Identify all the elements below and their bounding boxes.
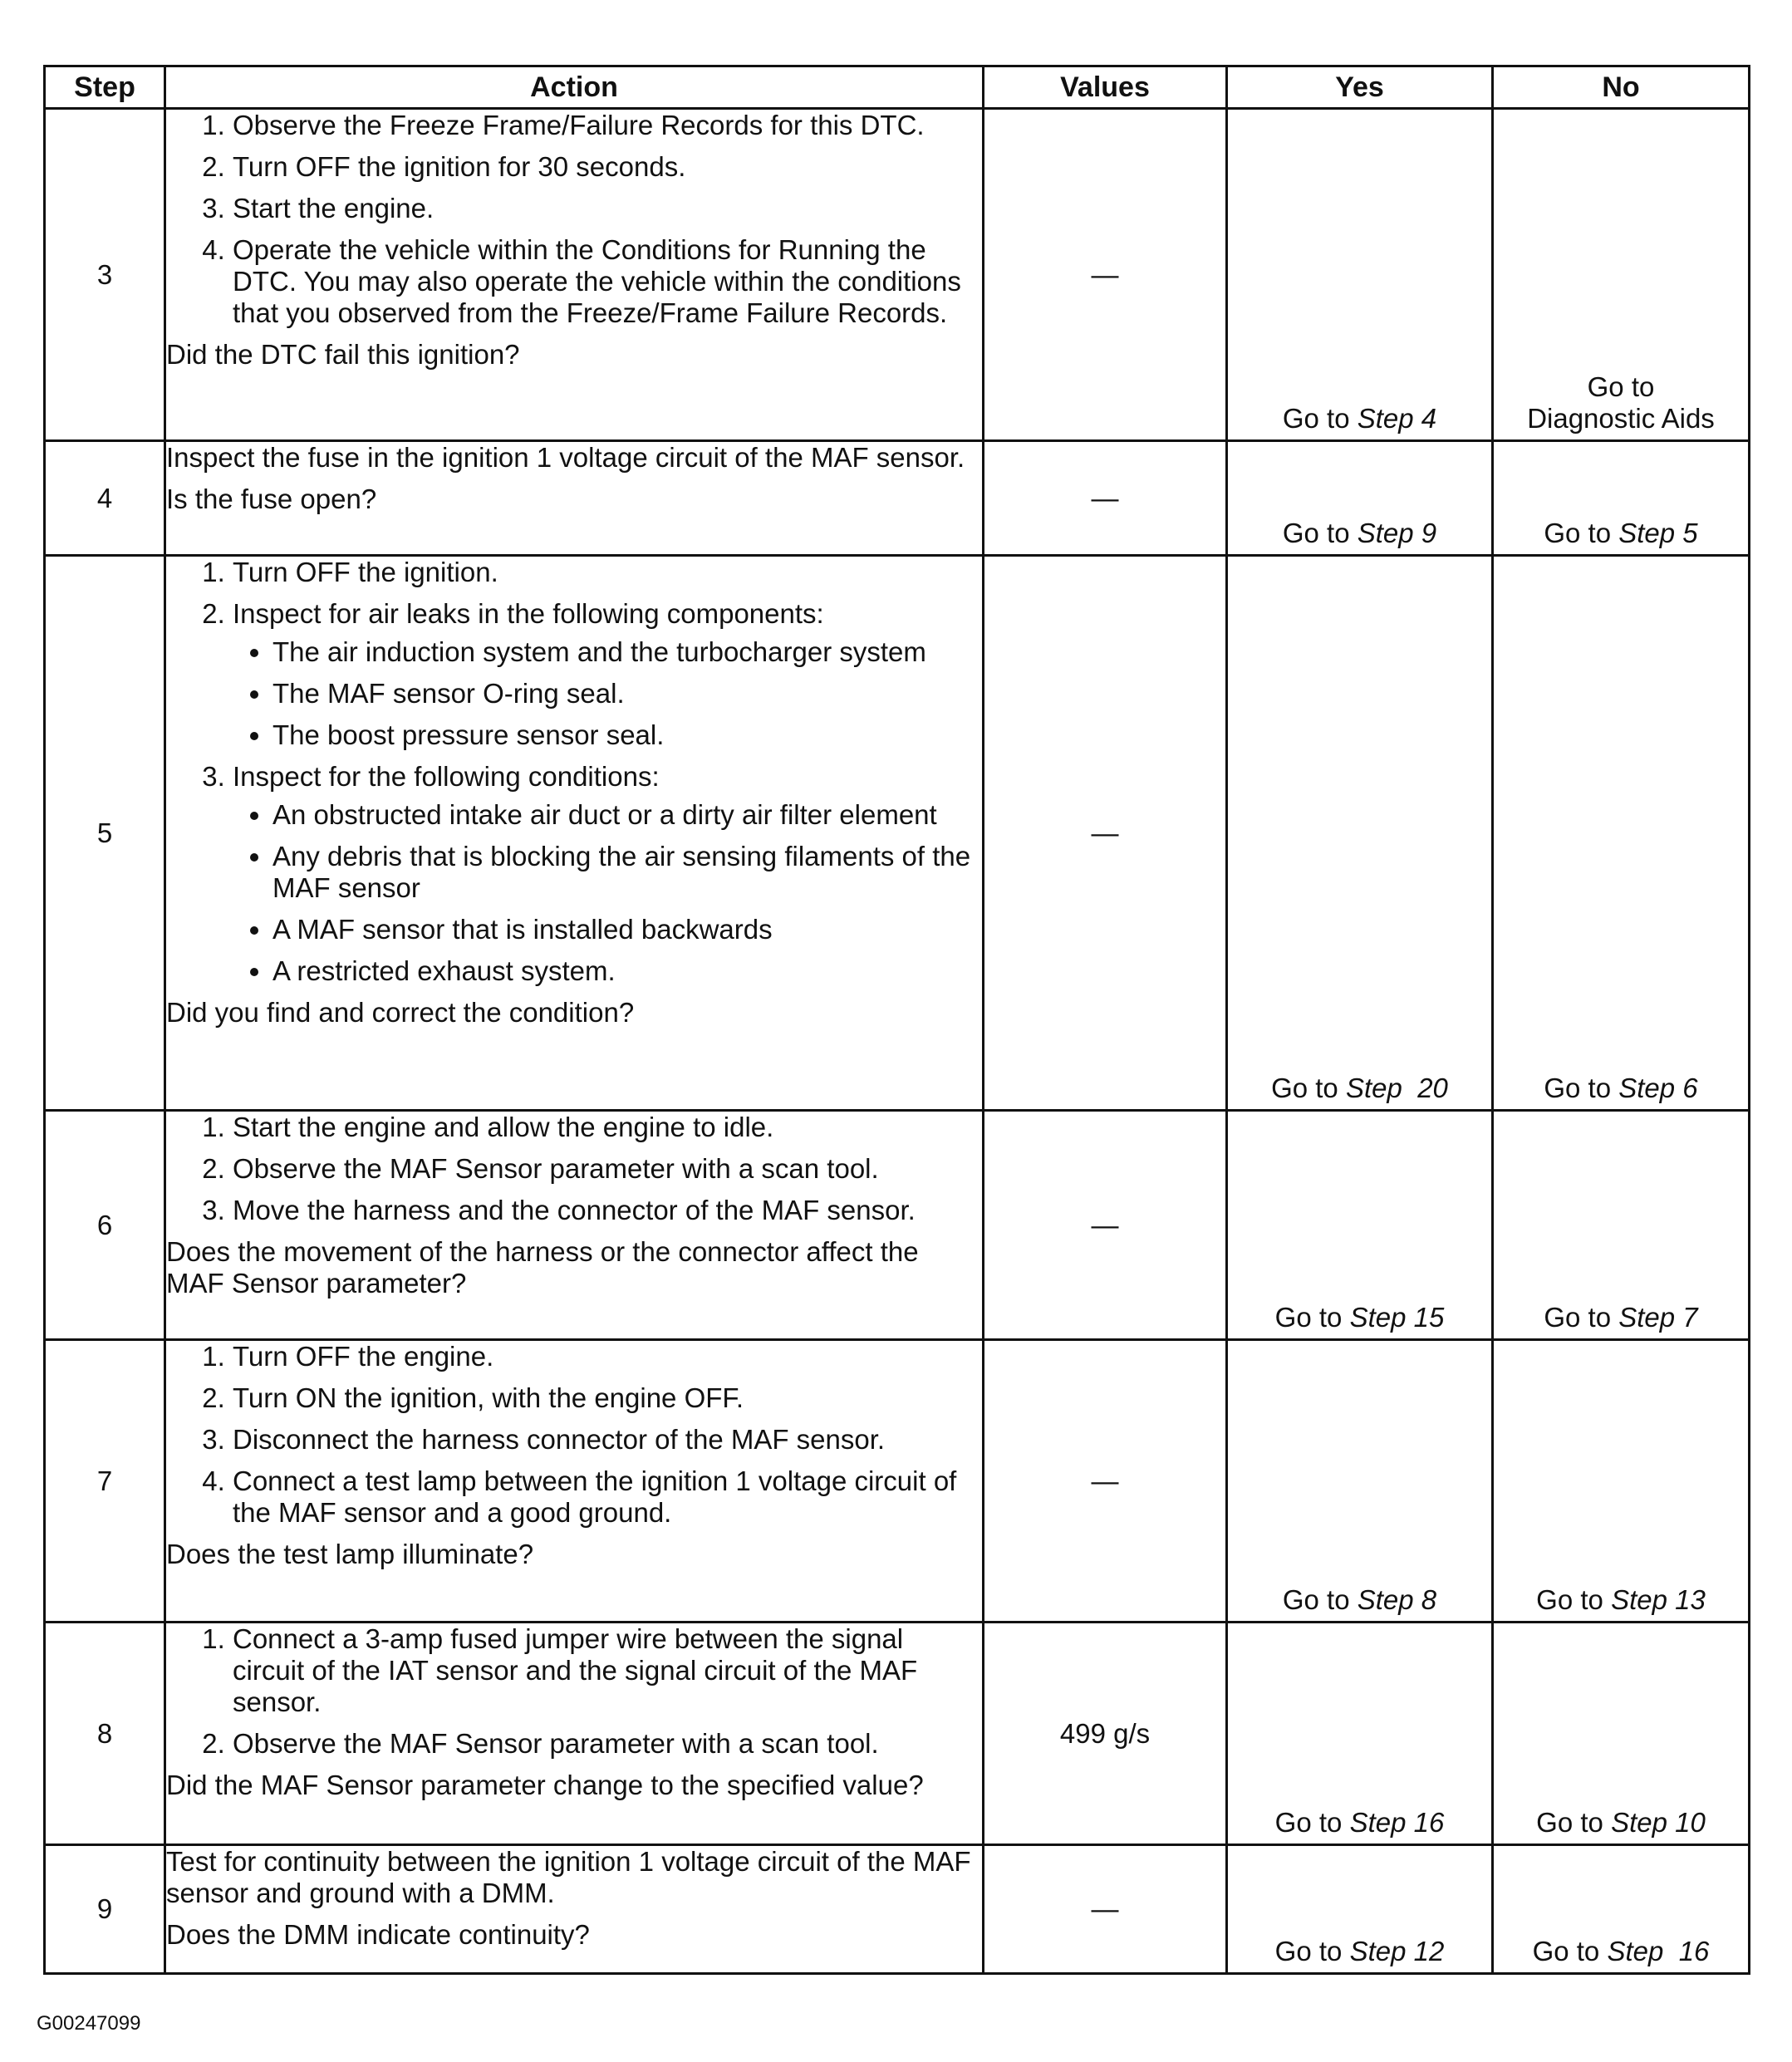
header-row — [45, 66, 1750, 109]
action-item: 2. Turn ON the ignition, with the engine OFF. — [233, 1382, 982, 1414]
yes-step-ref: Step 20 — [1345, 1073, 1448, 1103]
action-item: 1. Observe the Freeze Frame/Failure Records for this DTC. — [233, 110, 982, 141]
no-cell — [1493, 1340, 1750, 1623]
bullet-item: • A MAF sensor that is installed backwards — [272, 914, 982, 945]
action-question: Does the DMM indicate continuity? — [166, 1919, 590, 1950]
step-number: 9 — [45, 1845, 165, 1974]
no-step-ref: Step 13 — [1611, 1584, 1706, 1615]
action-item-text: Turn OFF the ignition. — [233, 557, 498, 587]
action-item-text: Inspect for the following conditions: — [233, 761, 660, 792]
yes-prefix: Go to — [1274, 1302, 1350, 1333]
no-step-ref: Step 16 — [1607, 1936, 1710, 1966]
table-row — [45, 556, 1750, 1111]
bullet-list — [233, 799, 982, 987]
table-row — [45, 1111, 1750, 1340]
yes-cell — [1227, 556, 1493, 1111]
no-cell — [1493, 1845, 1750, 1974]
action-item: 3. Move the harness and the connector of the MAF sensor. — [233, 1195, 982, 1226]
no-line-1: Go to — [1587, 371, 1655, 402]
no-step-ref: Step 7 — [1618, 1302, 1698, 1333]
action-item — [233, 761, 982, 987]
action-item: 2. Turn OFF the ignition for 30 seconds. — [233, 151, 982, 183]
action-cell — [165, 556, 984, 1111]
yes-cell — [1227, 1111, 1493, 1340]
action-list — [166, 1112, 982, 1226]
header-values: Values — [984, 66, 1227, 109]
yes-prefix: Go to — [1271, 1073, 1346, 1103]
yes-step-ref: Step 9 — [1357, 518, 1437, 548]
bullet-list — [233, 636, 982, 751]
no-prefix: Go to — [1536, 1584, 1612, 1615]
yes-step-ref: Step 4 — [1357, 403, 1437, 434]
action-item: 4. Connect a test lamp between the ignition 1 voltage circuit of the MAF sensor and a good ground. — [233, 1465, 982, 1529]
figure-id: G00247099 — [37, 2012, 141, 2035]
header-step: Step — [45, 66, 165, 109]
value-cell: — — [984, 1340, 1227, 1623]
action-cell — [165, 441, 984, 556]
value-cell: — — [984, 1845, 1227, 1974]
action-item: 1. Connect a 3-amp fused jumper wire between the signal circuit of the IAT sensor and the signal circuit of the MAF sensor. — [233, 1623, 982, 1718]
no-cell — [1493, 441, 1750, 556]
header-yes: Yes — [1227, 66, 1493, 109]
yes-cell — [1227, 441, 1493, 556]
no-prefix: Go to — [1544, 518, 1619, 548]
bullet-item: • The boost pressure sensor seal. — [272, 719, 982, 751]
yes-step-ref: Step 8 — [1357, 1584, 1437, 1615]
action-cell — [165, 1623, 984, 1845]
action-question: Is the fuse open? — [166, 484, 377, 514]
action-item — [233, 557, 982, 588]
value-cell: 499 g/s — [984, 1623, 1227, 1845]
no-step-ref: Step 5 — [1618, 518, 1698, 548]
step-number: 6 — [45, 1111, 165, 1340]
step-number: 4 — [45, 441, 165, 556]
action-question: Does the test lamp illuminate? — [166, 1539, 534, 1569]
table-row — [45, 1845, 1750, 1974]
value-cell: — — [984, 556, 1227, 1111]
yes-step-ref: Step 15 — [1349, 1302, 1445, 1333]
action-item: 2. Observe the MAF Sensor parameter with a scan tool. — [233, 1728, 982, 1760]
action-item: 3. Start the engine. — [233, 193, 982, 224]
bullet-item: • The MAF sensor O-ring seal. — [272, 678, 982, 709]
action-item: 2. Observe the MAF Sensor parameter with a scan tool. — [233, 1153, 982, 1185]
action-cell — [165, 1845, 984, 1974]
action-text: Inspect the fuse in the ignition 1 voltage circuit of the MAF sensor. — [166, 442, 965, 473]
step-number: 8 — [45, 1623, 165, 1845]
step-number: 5 — [45, 556, 165, 1111]
action-question: Does the movement of the harness or the connector affect the MAF Sensor parameter? — [166, 1236, 919, 1299]
yes-cell — [1227, 1845, 1493, 1974]
bullet-item: • Any debris that is blocking the air sensing filaments of the MAF sensor — [272, 841, 982, 904]
table-row — [45, 441, 1750, 556]
action-item: 4. Operate the vehicle within the Conditions for Running the DTC. You may also operate the vehicle within the conditions that you observed from the Freeze/Frame Failure Records. — [233, 234, 982, 329]
yes-prefix: Go to — [1274, 1807, 1350, 1838]
value-cell: — — [984, 1111, 1227, 1340]
no-step-ref: Step 6 — [1618, 1073, 1698, 1103]
action-item: 1. Start the engine and allow the engine to idle. — [233, 1112, 982, 1143]
diagnostic-table — [43, 65, 1750, 1975]
action-list — [166, 110, 982, 329]
table-row — [45, 1340, 1750, 1623]
bullet-item: • The air induction system and the turbocharger system — [272, 636, 982, 668]
bullet-item: • A restricted exhaust system. — [272, 955, 982, 987]
step-number: 3 — [45, 109, 165, 441]
yes-cell — [1227, 1623, 1493, 1845]
step-number: 7 — [45, 1340, 165, 1623]
action-question: Did the MAF Sensor parameter change to the specified value? — [166, 1770, 924, 1800]
value-cell: — — [984, 441, 1227, 556]
action-list — [166, 557, 982, 987]
no-cell — [1493, 1623, 1750, 1845]
no-prefix: Go to — [1532, 1936, 1608, 1966]
table-row — [45, 109, 1750, 441]
action-cell — [165, 1111, 984, 1340]
no-cell — [1493, 556, 1750, 1111]
action-item: 1. Turn OFF the engine. — [233, 1341, 982, 1372]
no-cell — [1493, 109, 1750, 441]
header-action: Action — [165, 66, 984, 109]
no-line-2: Diagnostic Aids — [1527, 403, 1715, 434]
table-row — [45, 1623, 1750, 1845]
action-cell — [165, 1340, 984, 1623]
yes-prefix: Go to — [1282, 518, 1358, 548]
yes-cell — [1227, 109, 1493, 441]
no-step-ref: Step 10 — [1611, 1807, 1706, 1838]
action-question: Did you find and correct the condition? — [166, 997, 635, 1028]
action-item: 3. Disconnect the harness connector of the MAF sensor. — [233, 1424, 982, 1456]
no-prefix: Go to — [1536, 1807, 1612, 1838]
action-item-text: Inspect for air leaks in the following components: — [233, 598, 824, 629]
no-prefix: Go to — [1544, 1073, 1619, 1103]
yes-step-ref: Step 12 — [1349, 1936, 1445, 1966]
action-list — [166, 1623, 982, 1760]
no-cell — [1493, 1111, 1750, 1340]
header-no: No — [1493, 66, 1750, 109]
action-question: Did the DTC fail this ignition? — [166, 339, 520, 370]
action-cell — [165, 109, 984, 441]
yes-prefix: Go to — [1282, 1584, 1358, 1615]
value-cell: — — [984, 109, 1227, 441]
yes-cell — [1227, 1340, 1493, 1623]
action-list — [166, 1341, 982, 1529]
yes-prefix: Go to — [1282, 403, 1358, 434]
yes-step-ref: Step 16 — [1349, 1807, 1445, 1838]
bullet-item: • An obstructed intake air duct or a dirty air filter element — [272, 799, 982, 831]
action-item — [233, 598, 982, 751]
yes-prefix: Go to — [1274, 1936, 1350, 1966]
no-prefix: Go to — [1544, 1302, 1619, 1333]
action-text: Test for continuity between the ignition 1 voltage circuit of the MAF sensor and ground with a DMM. — [166, 1846, 971, 1908]
